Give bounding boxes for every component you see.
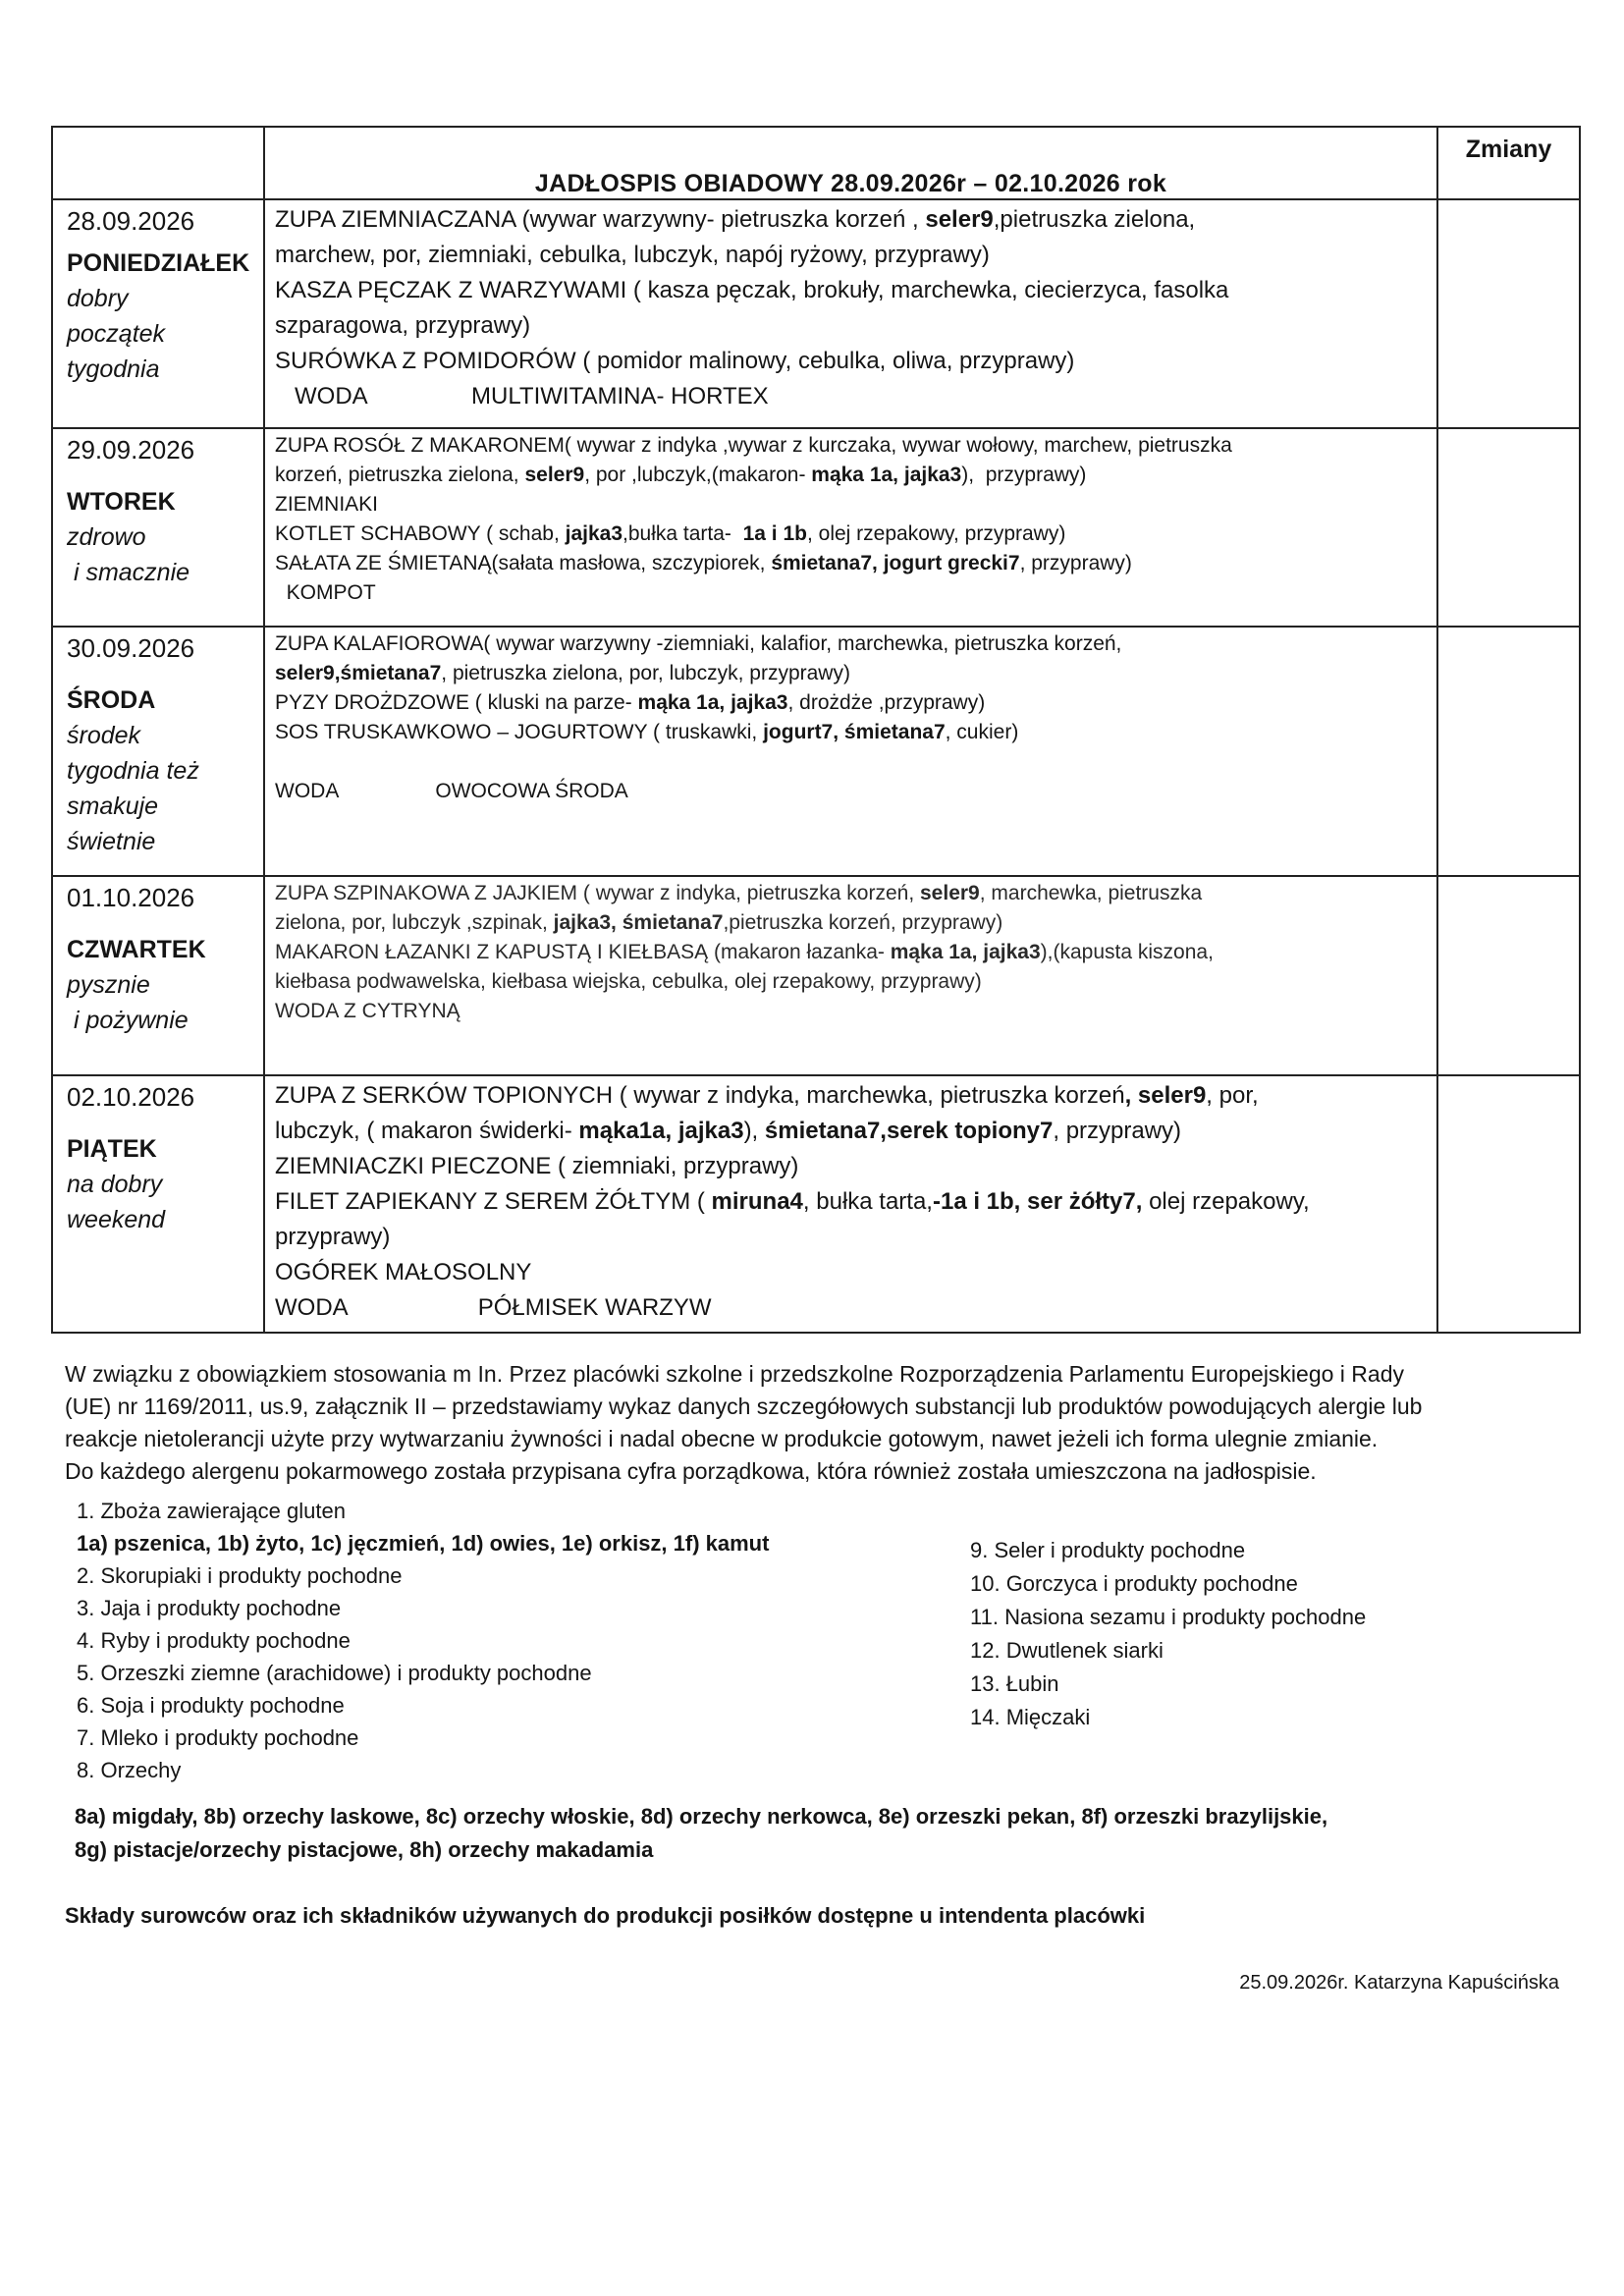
day-date: 01.10.2026: [67, 883, 195, 912]
allergen-item: 11. Nasiona sezamu i produkty pochodne: [970, 1605, 1367, 1629]
header-title-cell: [264, 127, 1437, 199]
dish-line: [275, 1290, 1427, 1326]
day-motto: dobry: [67, 285, 129, 312]
dish-line: [275, 431, 1427, 461]
dish-line: [275, 578, 1427, 608]
legal-line: reakcje nietolerancji użyte przy wytwarzaniu żywności i nadal obecne w produkcie gotowym, nawet jeżeli ich forma ulegnie zmianie.: [65, 1426, 1379, 1451]
dish-line: [275, 777, 1427, 806]
nut-subitems: [75, 1800, 1587, 1867]
day-date: 02.10.2026: [67, 1082, 195, 1112]
allergen-item: 8. Orzechy: [77, 1758, 182, 1782]
dish-text: ,pietruszka korzeń, przyprawy): [723, 911, 1003, 934]
allergen-marker: mąka 1a, jajka3: [637, 691, 788, 714]
dish-text: SAŁATA ZE ŚMIETANĄ(sałata masłowa, szczypiorek,: [275, 552, 772, 574]
dish-line: [275, 747, 1427, 777]
changes-cell: [1437, 876, 1580, 1075]
dish-text: KOMPOT: [275, 581, 376, 604]
dish-text: WODA OWOCOWA ŚRODA: [275, 780, 628, 802]
changes-header: Zmiany: [1437, 127, 1580, 199]
dish-text: przyprawy): [275, 1224, 391, 1250]
dish-text: , por ,lubczyk,(makaron-: [584, 464, 812, 486]
allergen-marker: mąka 1a, jajka3: [811, 464, 962, 486]
day-row: [52, 199, 1580, 428]
day-date: 30.09.2026: [67, 633, 195, 663]
dish-text: , drożdże ,przyprawy): [787, 691, 986, 714]
dish-text: , olej rzepakowy, przyprawy): [806, 522, 1066, 545]
dish-text: ZIEMNIACZKI PIECZONE ( ziemniaki, przyprawy): [275, 1153, 799, 1179]
dish-text: zielona, por, lubczyk ,szpinak,: [275, 911, 554, 934]
allergen-marker: śmietana7, jogurt grecki7: [771, 552, 1020, 574]
dish-line: [275, 908, 1427, 938]
allergen-marker: mąka1a, jajka3: [578, 1118, 744, 1144]
dishes-cell: [264, 627, 1437, 876]
day-cell: [52, 428, 264, 627]
dish-text: SOS TRUSKAWKOWO – JOGURTOWY ( truskawki,: [275, 721, 764, 743]
allergen-subitems: 1a) pszenica, 1b) żyto, 1c) jęczmień, 1d) owies, 1e) orkisz, 1f) kamut: [77, 1531, 770, 1556]
dish-text: ZUPA ZIEMNIACZANA (wywar warzywny- pietruszka korzeń ,: [275, 206, 926, 233]
day-cell: [52, 627, 264, 876]
allergen-item: 6. Soja i produkty pochodne: [77, 1693, 345, 1718]
day-motto: smakuje: [67, 793, 159, 820]
legal-line: W związku z obowiązkiem stosowania m In. Przez placówki szkolne i przedszkolne Rozporządzenia Parlamentu Europejskiego i Rady: [65, 1361, 1404, 1387]
allergen-item: 2. Skorupiaki i produkty pochodne: [77, 1563, 403, 1588]
allergen-marker: jogurt7, śmietana7: [763, 721, 946, 743]
dish-line: [275, 202, 1427, 238]
dish-text: ZUPA Z SERKÓW TOPIONYCH ( wywar z indyka, marchewka, pietruszka korzeń: [275, 1082, 1125, 1109]
dish-text: WODA MULTIWITAMINA- HORTEX: [275, 383, 769, 410]
dish-text: ,pietruszka zielona,: [993, 206, 1196, 233]
dish-line: [275, 344, 1427, 379]
allergen-item: 14. Mięczaki: [970, 1705, 1091, 1729]
allergen-marker: mąka 1a, jajka3: [890, 941, 1041, 963]
header-day-cell: [52, 127, 264, 199]
dish-text: , marchewka, pietruszka: [979, 882, 1203, 904]
dishes-cell: [264, 428, 1437, 627]
dish-text: ,bułka tarta-: [623, 522, 743, 545]
dish-text: , cukier): [945, 721, 1019, 743]
allergen-marker: miruna4: [711, 1188, 803, 1215]
dish-line: [275, 938, 1427, 967]
day-date: 28.09.2026: [67, 206, 195, 236]
dish-line: [275, 273, 1427, 308]
dish-line: [275, 879, 1427, 908]
changes-cell: [1437, 1075, 1580, 1333]
dish-text: , przyprawy): [1019, 552, 1132, 574]
allergen-item: 13. Łubin: [970, 1671, 1059, 1696]
nut-line: 8g) pistacje/orzechy pistacjowe, 8h) orzechy makadamia: [75, 1837, 654, 1862]
nut-line: 8a) migdały, 8b) orzechy laskowe, 8c) orzechy włoskie, 8d) orzechy nerkowca, 8e) orzeszki pekan, 8f) orzeszki brazylijskie,: [75, 1804, 1328, 1829]
ingredients-availability-note: Składy surowców oraz ich składników używanych do produkcji posiłków dostępne u intendenta placówki: [65, 1903, 1146, 1928]
day-motto: weekend: [67, 1206, 166, 1233]
dish-line: [275, 519, 1427, 549]
day-row: [52, 627, 1580, 876]
dish-text: ),: [743, 1118, 765, 1144]
allergen-marker: jajka3: [565, 522, 623, 545]
changes-cell: [1437, 199, 1580, 428]
dish-text: WODA Z CYTRYNĄ: [275, 1000, 460, 1022]
day-date: 29.09.2026: [67, 435, 195, 465]
dishes-cell: [264, 199, 1437, 428]
allergen-marker: 1a i 1b: [742, 522, 807, 545]
dish-line: [275, 549, 1427, 578]
dish-text: WODA PÓŁMISEK WARZYW: [275, 1294, 712, 1321]
dish-line: [275, 1255, 1427, 1290]
date-signature: 25.09.2026r. Katarzyna Kapuścińska: [1239, 1972, 1559, 1994]
dish-line: [275, 238, 1427, 273]
allergen-marker: seler9: [920, 882, 980, 904]
changes-cell: [1437, 627, 1580, 876]
dish-text: ZUPA KALAFIOROWA( wywar warzywny -ziemniaki, kalafior, marchewka, pietruszka korzeń,: [275, 632, 1122, 655]
day-name: WTOREK: [67, 488, 176, 516]
day-name: CZWARTEK: [67, 936, 206, 963]
dish-line: [275, 718, 1427, 747]
dish-line: [275, 688, 1427, 718]
dish-text: korzeń, pietruszka zielona,: [275, 464, 525, 486]
day-motto: środek: [67, 722, 141, 749]
day-motto: tygodnia też: [67, 757, 199, 785]
header-row: [52, 127, 1580, 199]
dish-line: [275, 1114, 1427, 1149]
dish-line: [275, 629, 1427, 659]
legal-line: (UE) nr 1169/2011, us.9, załącznik II – przedstawiamy wykaz danych szczegółowych substancji lub produktów powodujących alergie lub: [65, 1394, 1423, 1419]
allergen-marker: jajka3, śmietana7: [553, 911, 724, 934]
dish-line: [275, 461, 1427, 490]
dish-text: ), przyprawy): [961, 464, 1087, 486]
allergen-item: 5. Orzeszki ziemne (arachidowe) i produkty pochodne: [77, 1661, 592, 1685]
legal-line: Do każdego alergenu pokarmowego została przypisana cyfra porządkowa, która również została umieszczona na jadłospisie.: [65, 1458, 1317, 1484]
day-motto: i pożywnie: [67, 1007, 189, 1034]
allergen-item: 7. Mleko i produkty pochodne: [77, 1725, 359, 1750]
dish-text: OGÓREK MAŁOSOLNY: [275, 1259, 532, 1285]
dish-line: [275, 997, 1427, 1026]
dish-line: [275, 1184, 1427, 1220]
day-motto: na dobry: [67, 1171, 163, 1198]
dish-text: marchew, por, ziemniaki, cebulka, lubczyk, napój ryżowy, przyprawy): [275, 242, 990, 268]
allergen-item: 12. Dwutlenek siarki: [970, 1638, 1164, 1663]
allergen-marker: , seler9: [1124, 1082, 1207, 1109]
dish-text: , bułka tarta,: [802, 1188, 933, 1215]
dish-line: [275, 1149, 1427, 1184]
dish-text: szparagowa, przyprawy): [275, 312, 531, 339]
dish-text: , por,: [1206, 1082, 1259, 1109]
allergen-marker: seler9: [925, 206, 994, 233]
allergen-list-left: [65, 1495, 1047, 1786]
changes-cell: [1437, 428, 1580, 627]
dish-text: ),(kapusta kiszona,: [1040, 941, 1214, 963]
dish-line: [275, 967, 1427, 997]
day-row: [52, 1075, 1580, 1333]
day-cell: [52, 1075, 264, 1333]
allergen-item: 4. Ryby i produkty pochodne: [77, 1628, 351, 1653]
dish-text: olej rzepakowy,: [1142, 1188, 1310, 1215]
dish-text: ZUPA SZPINAKOWA Z JAJKIEM ( wywar z indyka, pietruszka korzeń,: [275, 882, 920, 904]
dish-text: PYZY DROŻDZOWE ( kluski na parze-: [275, 691, 638, 714]
dishes-cell: [264, 1075, 1437, 1333]
dish-text: , przyprawy): [1053, 1118, 1182, 1144]
day-motto: i smacznie: [67, 559, 190, 586]
dish-text: , pietruszka zielona, por, lubczyk, przyprawy): [441, 662, 850, 684]
day-cell: [52, 876, 264, 1075]
day-row: [52, 876, 1580, 1075]
dish-text: FILET ZAPIEKANY Z SEREM ŻÓŁTYM (: [275, 1188, 712, 1215]
allergen-list-right: [970, 1534, 1559, 1734]
day-name: ŚRODA: [67, 686, 156, 714]
dish-text: KOTLET SCHABOWY ( schab,: [275, 522, 566, 545]
dish-text: lubczyk, ( makaron świderki-: [275, 1118, 579, 1144]
allergen-item: 3. Jaja i produkty pochodne: [77, 1596, 342, 1620]
allergen-marker: -1a i 1b, ser żółty7,: [932, 1188, 1143, 1215]
dish-text: SURÓWKA Z POMIDORÓW ( pomidor malinowy, cebulka, oliwa, przyprawy): [275, 348, 1075, 374]
dish-line: [275, 490, 1427, 519]
menu-table: [51, 126, 1581, 1334]
dishes-cell: [264, 876, 1437, 1075]
dish-line: [275, 379, 1427, 414]
allergen-marker: śmietana7,serek topiony7: [764, 1118, 1054, 1144]
day-motto: zdrowo: [67, 523, 146, 551]
dish-text: kiełbasa podwawelska, kiełbasa wiejska, cebulka, olej rzepakowy, przyprawy): [275, 970, 982, 993]
day-motto: tygodnia: [67, 355, 160, 383]
dish-text: ZUPA ROSÓŁ Z MAKARONEM( wywar z indyka ,wywar z kurczaka, wywar wołowy, marchew, pietruszka: [275, 434, 1232, 457]
day-cell: [52, 199, 264, 428]
allergen-item: 9. Seler i produkty pochodne: [970, 1538, 1246, 1562]
dish-line: [275, 1078, 1427, 1114]
dish-line: [275, 1220, 1427, 1255]
allergen-marker: seler9: [524, 464, 585, 486]
menu-title: JADŁOSPIS OBIADOWY 28.09.2026r – 02.10.2026 rok: [534, 170, 1167, 197]
dish-text: MAKARON ŁAZANKI Z KAPUSTĄ I KIEŁBASĄ (makaron łazanka-: [275, 941, 891, 963]
allergen-item: 10. Gorczyca i produkty pochodne: [970, 1571, 1298, 1596]
allergen-item: 1. Zboża zawierające gluten: [77, 1499, 346, 1523]
day-motto: świetnie: [67, 828, 156, 855]
dish-line: [275, 659, 1427, 688]
day-motto: pysznie: [67, 971, 150, 999]
allergen-legal-notice: [65, 1358, 1577, 1488]
day-motto: początek: [67, 320, 166, 348]
dish-text: KASZA PĘCZAK Z WARZYWAMI ( kasza pęczak, brokuły, marchewka, ciecierzyca, fasolka: [275, 277, 1229, 303]
allergen-marker: seler9,śmietana7: [275, 662, 442, 684]
day-name: PONIEDZIAŁEK: [67, 249, 250, 277]
day-name: PIĄTEK: [67, 1135, 157, 1163]
dish-text: ZIEMNIAKI: [275, 493, 379, 516]
day-row: [52, 428, 1580, 627]
dish-line: [275, 308, 1427, 344]
